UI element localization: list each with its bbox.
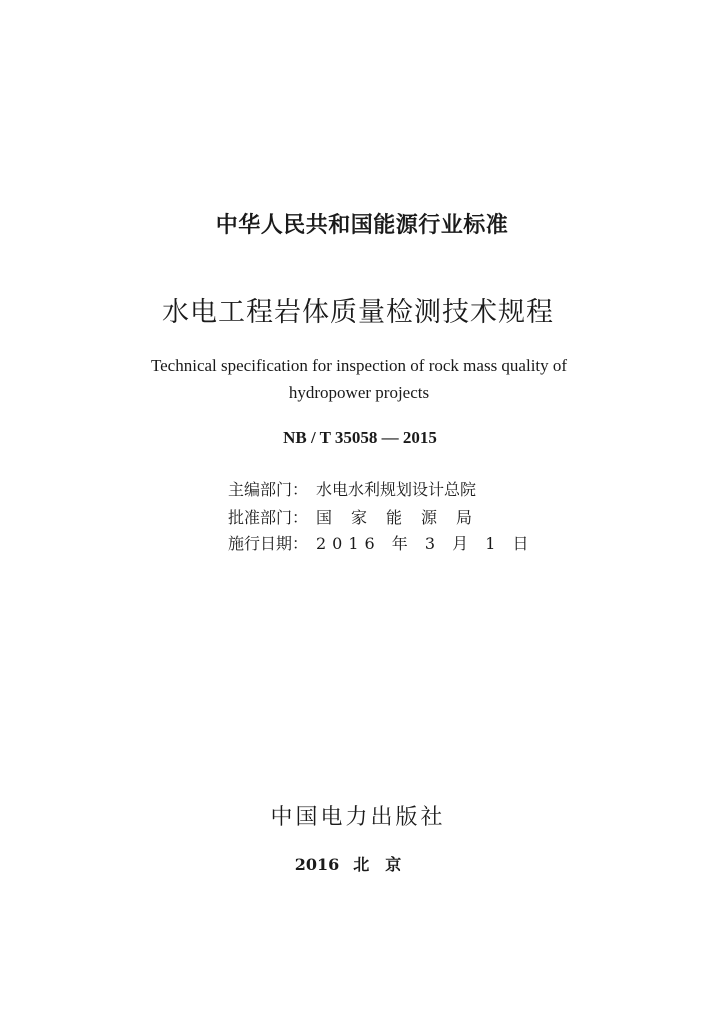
english-title-line-2: hydropower projects bbox=[288, 383, 430, 402]
publication-city: 北京 bbox=[353, 855, 418, 874]
english-title-line-1: Technical specification for inspection of rock mass quality of bbox=[150, 356, 568, 375]
document-title-chinese: 水电工程岩体质量检测技术规程 bbox=[162, 297, 554, 328]
effective-date-value: 2016 年 3 月 1 日 bbox=[316, 534, 535, 553]
approver-row bbox=[228, 505, 491, 528]
document-title-english bbox=[0, 352, 721, 406]
publication-year: 2016 bbox=[294, 855, 340, 874]
standard-code: NB / T 35058 — 2015 bbox=[283, 428, 437, 447]
editor-label: 主编部门： bbox=[228, 480, 309, 499]
effective-date-row bbox=[228, 531, 535, 554]
industry-standard-heading: 中华人民共和国能源行业标准 bbox=[215, 213, 509, 238]
editor-value: 水电水利规划设计总院 bbox=[316, 480, 477, 499]
approver-value: 国家能源局 bbox=[316, 508, 492, 527]
publication-place-year bbox=[0, 852, 718, 875]
approver-label: 批准部门： bbox=[228, 508, 309, 527]
publisher-name: 中国电力出版社 bbox=[270, 805, 446, 830]
editor-row bbox=[228, 477, 476, 500]
effective-date-label: 施行日期： bbox=[228, 534, 309, 553]
